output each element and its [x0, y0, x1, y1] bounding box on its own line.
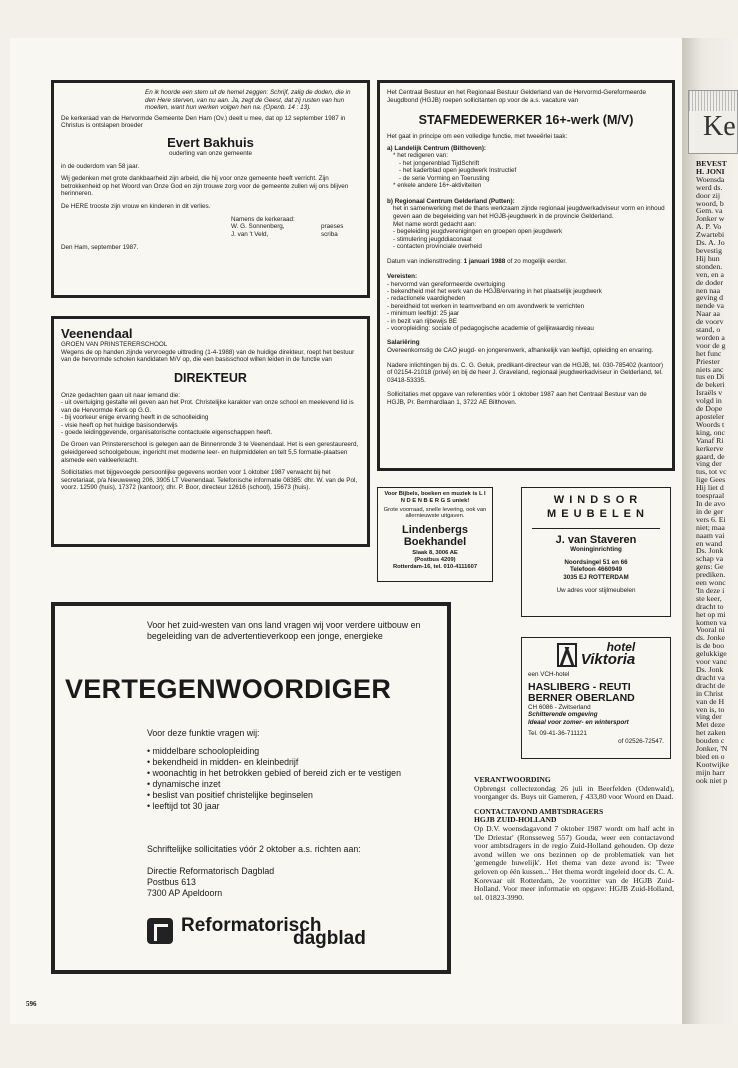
lindenbergs-ad [377, 487, 493, 582]
right-column-line: de Dope [696, 404, 723, 414]
right-column-header-text: Ke [703, 111, 736, 142]
obituary-role: ouderling van onze gemeente [169, 149, 252, 157]
right-column-line: In de avo [696, 498, 726, 508]
right-column-line: gelukkige [696, 649, 727, 659]
veenendaal-intro: Wegens de op handen zijnde vervroegde uittreding (1-4-1988) van de huidige direkteur, roept het bestuur van de hervormde scholen kandidaten M/V op, die een basisschool willen leiden in de functie van [61, 348, 355, 364]
right-column-line: de voorv [696, 317, 724, 327]
hotel-viktoria-ad [521, 637, 671, 759]
application-info: Sollicitaties met bijgevoegde persoonlijke gegevens worden voor 1 oktober 1987 verwacht bij het secretariaat, p/a Nieuweweg 206, 3905 LT Veenendaal. Telefonische informatie 08385: dhr. W. van de Pol, voorz. 12590 (huis), 17372 (kantoor); dhr. P. Boor, directeur 12616 (school), 15673 (huis). [61, 469, 358, 492]
right-column-line: voor de g [696, 340, 726, 350]
right-column-line: de bekeri [696, 380, 725, 390]
right-column-line: nen naa [696, 285, 721, 295]
hotel-tag1: Schitterende omgeving [528, 711, 598, 719]
vtw-list [147, 746, 437, 812]
signature-row-1 [231, 223, 360, 231]
divider [532, 528, 660, 529]
veenendaal-title: Veenendaal [61, 326, 133, 341]
right-column-line: in Christ [696, 688, 724, 698]
start-rest: of zo mogelijk eerder. [507, 258, 567, 266]
lindenbergs-postbus: (Postbus 4209) [414, 556, 456, 563]
task-b-list [393, 228, 665, 250]
list-item: - minimum leeftijd: 25 jaar [387, 310, 665, 317]
right-column-line: voor vanc [696, 657, 727, 667]
vtw-apply: Schriftelijke sollicitaties vóór 2 oktober a.s. richten aan: [147, 844, 361, 854]
sig2-role: scriba [321, 230, 338, 238]
obituary-verse: En ik hoorde een stem uit de hemel zeggen: Schrijf, zalig de doden, die in den Here sterven, van nu aan. Ja, zegt de Geest, dat zij rusten van hun moeiten, want hun werken volgen hen na. (Openb. 14 : 13). [145, 89, 351, 112]
right-column-line: prediken. [696, 570, 726, 580]
right-column-line: ste keer, [696, 593, 722, 603]
salary-text: Overeenkomstig de CAO jeugd- en jongerenwerk, afhankelijk van leeftijd, opleiding en ervaring. [387, 347, 654, 354]
right-column-line: nende va [696, 301, 724, 311]
right-column-line: stonden. [696, 261, 723, 271]
right-column-line: het zaken [696, 728, 726, 738]
right-column-line: in de ger [696, 506, 724, 516]
hotel-place: CH 6086 - Zwitserland [528, 703, 591, 711]
school-description: De Groen van Prinstererschool is gelegen aan de Binnenronde 3 te Veenendaal. Het is een gerestaureerd, geleidgereed schoolgebouw, ingericht met moderne leer- en hulpmiddelen en telt 5,5 formatie-plaatsen alsmede een vakleerkracht. [61, 441, 359, 464]
signature-row-2 [231, 231, 360, 239]
windsor-company: J. van Staveren [555, 534, 637, 546]
right-column-line: Naar aa [696, 309, 721, 319]
windsor-addr2: Telefoon 4660949 [569, 566, 623, 574]
list-item: - begeleiding jeugdverenigingen en groepen open jeugdwerk [393, 228, 665, 235]
task-b-text: het in samenwerking met de thans werkzaam zijnde regionaal jeugdwerkadviseur vorm en inhoud geven aan de begeleiding van het HGJB-jeugdwerk in de provincie Gelderland. [393, 205, 665, 220]
right-column-line: ds. Jonke [696, 633, 726, 643]
right-column-line: komen va [696, 617, 727, 627]
right-column-line: BEVEST [696, 160, 727, 168]
stafmedewerker-ad [377, 80, 675, 471]
right-column-line: toespraal [696, 491, 725, 501]
right-column-line: ook niet p [696, 775, 728, 785]
right-column-line: kerkerve [696, 443, 724, 453]
right-column-line: Hij liet d [696, 483, 724, 493]
obituary-intro: De kerkeraad van de Hervormde Gemeente Den Ham (Ov.) deelt u mee, dat op 12 september 1987 in Christus is ontslapen broeder [61, 114, 346, 130]
right-column-line: werd ds. [696, 182, 723, 192]
right-column-line: het op mi [696, 609, 726, 619]
right-column-line: geving d [696, 293, 724, 303]
windsor-addr3: 3035 EJ ROTTERDAM [563, 573, 629, 581]
windsor-name2: M E U B E L E N [547, 508, 645, 520]
header-pattern [689, 91, 737, 111]
list-item: - het jongerenblad TijdSchrift [399, 160, 665, 167]
list-item: - hervormd van gereformeerde overtuiging [387, 281, 665, 288]
right-column-line: Jonker, 'N [696, 744, 728, 754]
right-column-line: en wand [696, 538, 723, 548]
veenendaal-ad [51, 316, 370, 547]
right-column-line: door zij [696, 190, 721, 200]
right-column-line: Gem. va [696, 206, 723, 216]
task-a-star2-text: enkele andere 16+-aktiviteiten [397, 182, 482, 190]
right-column-line: mijn harr [696, 767, 725, 777]
requirements-list [61, 399, 360, 436]
right-column-line: het func [696, 348, 722, 358]
obituary-text: Wij gedenken met grote dankbaarheid zijn arbeid, die hij voor onze gemeente heeft verricht. Zijn betrokkenheid op het Woord van Onze God en zijn trouwe zorg voor de gemeente zullen wij ons blijven herinneren. [61, 175, 349, 198]
lindenbergs-stock: Grote voorraad, snelle levering, ook van allernieuwste uitgaven. [383, 506, 487, 520]
right-column-line: de doder [696, 277, 724, 287]
right-column-line: Woensda [696, 174, 725, 184]
list-item: • woonachtig in het betrokken gebied of bereid zich er te vestigen [147, 768, 437, 779]
right-column-line: lige Gees [696, 475, 726, 485]
list-item: - redactionele vaardigheden [387, 295, 665, 302]
seek-intro: Onze gedachten gaan uit naar iemand die: [61, 391, 181, 399]
news-heading-contactavond: CONTACTAVOND AMBTSDRAGERS [474, 806, 604, 816]
staf-requirements [387, 281, 665, 333]
list-item: • leeftijd tot 30 jaar [147, 801, 437, 812]
list-item: - uit overtuiging gestalte wil geven aan het Prot. Christelijke karakter van onze school en meelevend lid is van de Hervormde Kerk op G.G. [61, 399, 360, 414]
vtw-title: VERTEGENWOORDIGER [65, 674, 392, 704]
right-column-line: 'In deze i [696, 585, 725, 595]
list-item: • beslist van positief christelijke beginselen [147, 790, 437, 801]
list-item: - het kaderblad open jeugdwerk Instructief [399, 167, 665, 174]
lindenbergs-name1: Lindenbergs [401, 524, 468, 537]
obituary-place-date: Den Ham, september 1987. [61, 244, 139, 252]
list-item: - contacten provinciale overheid [393, 243, 665, 250]
task-a-heading: a) Landelijk Centrum (Bilthoven): [387, 144, 487, 152]
requirements-heading: Vereisten: [387, 272, 418, 280]
hotel-name1: HASLIBERG - REUTI [528, 680, 631, 693]
obituary-ad [51, 80, 370, 298]
page-number: 596 [26, 1000, 37, 1008]
news-contactavond-text: Op D.V. woensdagavond 7 oktober 1987 wordt om half acht in 'De Driestar' (Ronsseweg 557) Gouda, weer een contactavond voor ambtsdragers in de regio Zuid-Holland gehouden. Op deze avond willen we ons bezinnen op de problematiek van het 'gemengde huwelijk'. Het thema van deze avond is: 'Twee geloven op één kussen...' Het thema wordt ingeleid door ds. C. A. Korevaar uit Rotterdam, 2e voorzitter van de HGJB Zuid-Holland. Voor meer informatie en opgave: HGJB Zuid-Holland, tel. 01823-3990. [474, 823, 674, 902]
list-item: - stimulering jeugddiaconaat [393, 236, 665, 243]
sig2-name: J. van 't Veld, [231, 230, 269, 238]
right-column-line: Vanaf Ri [696, 435, 724, 445]
right-column-line: bouden c [696, 736, 725, 746]
obituary-comfort: De HERE trooste zijn vrouw en kinderen in dit verlies. [61, 202, 211, 210]
right-column-line: volgd in [696, 396, 722, 406]
obituary-on-behalf: Namens de kerkeraad: [231, 215, 295, 223]
right-column-line: vers 6. Ei [696, 514, 726, 524]
right-column-line: bevestig [696, 245, 722, 255]
hotel-logo-word2: Viktoria [580, 651, 636, 668]
sig1-role: praeses [321, 223, 344, 231]
list-item: • bekendheid in midden- en kleinbedrijf [147, 757, 437, 768]
right-column-line: niet; maa [696, 522, 725, 532]
right-column-line: king, onc [696, 427, 726, 437]
right-column-line: Woords t [696, 419, 725, 429]
obituary-age: in de ouderdom van 58 jaar. [61, 162, 140, 170]
list-item: - in bezit van rijbewijs BE [387, 318, 665, 325]
vtw-address [147, 866, 274, 899]
staf-sub: Het gaat in principe om een volledige functie, met tweeërlei taak: [387, 133, 568, 141]
news-column [474, 776, 674, 902]
hotel-tel2: of 02526-72547. [618, 737, 664, 745]
right-column-line: Kootwijke [696, 759, 729, 769]
reformatorisch-dagblad-logo [147, 915, 366, 949]
task-b-sub: Met name wordt gedacht aan: [393, 220, 477, 228]
rd-logo-icon [147, 918, 173, 944]
staf-intro: Het Centraal Bestuur en het Regionaal Bestuur Gelderland van de Hervormd-Gereformeerde Jeugdbond (HGJB) roepen sollicitanten op voor de a.s. vacature van [387, 89, 647, 104]
list-item: - visie heeft op het huidige basisonderwijs [61, 422, 360, 429]
vtw-ask: Voor deze funktie vragen wij: [147, 728, 260, 738]
right-column-line: dracht to [696, 601, 724, 611]
right-column-line: ving der [696, 712, 722, 722]
start-date [387, 258, 665, 266]
windsor-name1: W I N D S O R [553, 494, 639, 506]
right-column-line: Ds. A. Jo [696, 238, 725, 248]
right-column-line: ven, en a [696, 269, 724, 279]
rd-logo-word2: dagblad [293, 928, 366, 949]
right-column-line: Zwartebi [696, 230, 725, 240]
right-column-line: tus en Di [696, 372, 725, 382]
lindenbergs-name2: Boekhandel [403, 536, 467, 549]
windsor-slogan: Uw adres voor stijlmeubelen [556, 587, 636, 595]
right-column-line: dracht de [696, 680, 725, 690]
right-column-line: niets anc [696, 364, 724, 374]
list-item: - bereidheid tot werken in teamverband en om avondwerk te verrichten [387, 303, 665, 310]
list-item: - goede leidinggevende, organisatorische contactuele eigenschappen heeft. [61, 429, 360, 436]
right-column-line: Ds. Jonk [696, 665, 724, 674]
obituary-name: Evert Bakhuis [167, 134, 254, 150]
windsor-sub: Woninginrichting [570, 546, 622, 553]
staf-title: STAFMEDEWERKER 16+-werk (M/V) [418, 113, 634, 128]
right-column-line: bied en o [696, 751, 725, 761]
vtw-addr1: Directie Reformatorisch Dagblad [147, 866, 275, 876]
vtw-intro: Voor het zuid-westen van ons land vragen wij voor verdere uitbouw en begeleiding van de advertentieverkoop een jonge, energieke [147, 620, 421, 641]
news-verantwoording-text: Opbrengst collectezondag 26 juli in Beerfelden (Odenwald), voorganger ds. Buys uit Gameren, ƒ 433,80 voor Woord en Daad. [474, 783, 674, 802]
right-column-line: gaard, de [696, 451, 725, 461]
right-column-line: Met deze [696, 720, 725, 730]
task-a-star2: * enkele andere 16+-aktiviteiten [393, 182, 482, 190]
start-label: Datum van indiensttreding: [387, 258, 462, 266]
lindenbergs-addr: Slaak 8, 3006 AE [412, 550, 458, 557]
right-column-line: Hij hun [696, 253, 720, 263]
right-column-line: van de H [696, 696, 725, 706]
right-column-line: schap va [696, 554, 724, 564]
right-column-line: Vooral ni [696, 625, 725, 635]
right-column-line: naam vai [696, 530, 725, 540]
task-a-star1: * het redigeren van: [393, 152, 448, 160]
news-heading-verantwoording: VERANTWOORDING [474, 775, 551, 784]
list-item: • middelbare schoolopleiding [147, 746, 437, 757]
right-column-line: tus, tot vc [696, 467, 727, 477]
vtw-addr3: 7300 AP Apeldoorn [147, 888, 223, 898]
salary-heading: Salariëring [387, 339, 420, 347]
list-item: • dynamische inzet [147, 779, 437, 790]
lindenbergs-city: Rotterdam-16, tel. 010-4111607 [392, 563, 478, 570]
task-b-heading: b) Regionaal Centrum Gelderland (Putten): [387, 197, 515, 205]
rd-logo-word1: Reformatorisch [181, 915, 322, 936]
right-column-line: Priester [696, 356, 720, 366]
staf-sollicitaties: Sollicitaties met opgave van referenties vóór 1 oktober 1987 aan het Centraal Bestuur van de HGJB, Pr. Bernhardlaan 1, 3722 AE Bilthoven. [387, 391, 647, 406]
right-column-line: Ds. Jonk [696, 546, 724, 556]
hotel-tel: Tel. 09-41-36-711121 [528, 730, 587, 738]
lindenbergs-tagline: Voor Bijbels, boeken en muziek is L I N D E N B E R G S uniek! [384, 491, 486, 504]
hotel-name2: BERNER OBERLAND [528, 691, 635, 704]
right-column-line: een wonc [696, 578, 726, 588]
right-column-line: worden a [696, 332, 725, 342]
sig1-name: W. G. Sonnenberg, [231, 223, 285, 231]
list-item: - bij voorkeur enige ervaring heeft in de schoolleiding [61, 414, 360, 421]
right-column-line: stand, o [696, 325, 721, 335]
list-item: - bekendheid met het werk van de HGJB/ervaring in het plaatselijk jeugdwerk [387, 288, 665, 295]
right-column-line: ven is, to [696, 704, 725, 714]
staf-info: Nadere inlichtingen bij ds. C. G. Geluk, predikant-directeur van de HGJB, tel. 030-785402 (kantoor) of 02154-21018 (privé) en bij de heer J. Graveland, regionaal jeugdwerkadviseur in Gelderland, tel. 03418-53335. [387, 361, 664, 384]
task-a-list [399, 160, 665, 182]
right-column-text [696, 160, 738, 785]
windsor-ad [521, 487, 671, 617]
right-column-line: ving der [696, 459, 722, 469]
school-name: GROEN VAN PRINSTERERSCHOOL [61, 341, 168, 348]
right-column-line: Jonker w [696, 214, 725, 224]
right-column-line: A. P. Vo [696, 222, 722, 232]
hotel-logo [528, 642, 664, 667]
hotel-tag2: Ideaal voor zomer- en wintersport [528, 718, 629, 726]
right-column-line: Israëls v [696, 388, 723, 398]
right-column-line: woord, b [696, 198, 724, 208]
vtw-addr2: Postbus 613 [147, 877, 196, 887]
right-column-line: dracht va [696, 672, 725, 682]
task-a-star1-text: het redigeren van: [397, 152, 448, 160]
list-item: - vooropleiding: sociale of pedagogische academie of gelijkwaardig niveau [387, 325, 665, 332]
vertegenwoordiger-ad [51, 602, 451, 974]
hotel-chain: een VCH-hotel [528, 671, 570, 678]
list-item: - de serie Vorming en Toerusting [399, 175, 665, 182]
hotel-logo-icon [557, 643, 577, 667]
hotel-logo-word1: hotel [606, 640, 636, 654]
right-column-header [688, 90, 738, 154]
windsor-addr1: Noordsingel 51 en 66 [564, 558, 628, 566]
right-column-line: H. JONI [696, 166, 725, 176]
news-heading-hgjb: HGJB ZUID-HOLLAND [474, 815, 557, 825]
start-date-value: 1 januari 1988 [463, 258, 506, 266]
right-column-line: gens: Ge [696, 562, 724, 572]
right-column-line: is de boo [696, 641, 725, 651]
right-column-line: aposteler [696, 412, 725, 421]
position-title: DIREKTEUR [174, 370, 247, 385]
